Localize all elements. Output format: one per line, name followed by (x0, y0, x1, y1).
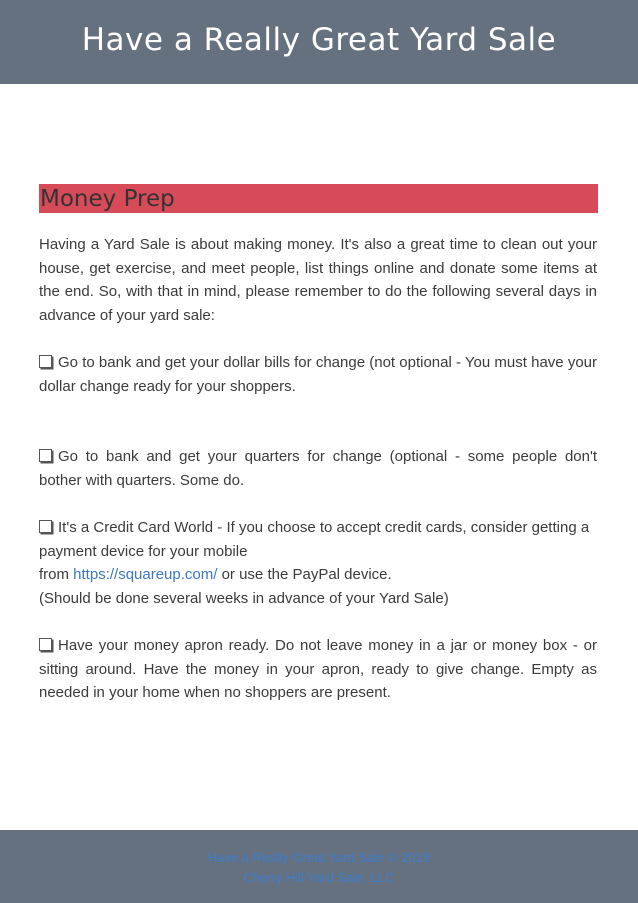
footer-company: Cherry Hill Yard Sale, LLC (243, 870, 395, 885)
page-title: Have a Really Great Yard Sale (81, 22, 557, 58)
page-header (0, 0, 638, 84)
intro-paragraph: Having a Yard Sale is about making money. It's also a great time to clean out your house, get exercise, and meet people, list things online and donate some items at the end. So, with that in mind, please remember to do the following several days in advance of your yard sale: (39, 236, 597, 324)
main-content (39, 233, 597, 705)
from-suffix: or use the PayPal device. (217, 566, 392, 583)
checklist-item (39, 516, 597, 610)
from-prefix: from (39, 566, 74, 583)
checklist-item-text: Go to bank and get your dollar bills for change (not optional - You must have your dollar change ready for your shoppers. (39, 354, 597, 395)
page-footer (0, 830, 638, 903)
section-title: Money Prep (40, 186, 175, 212)
squareup-link[interactable]: https://squareup.com/ (73, 566, 218, 583)
checklist-item (39, 445, 597, 492)
checklist-item (39, 634, 597, 705)
checkbox-icon (39, 638, 52, 651)
timing-note: (Should be done several weeks in advance of your Yard Sale) (39, 589, 449, 607)
checklist-item (39, 351, 597, 398)
checklist-item-text: Go to bank and get your quarters for change (optional - some people don't bother with quarters. Some do. (39, 448, 597, 489)
checkbox-icon (39, 520, 52, 533)
checklist-item-text: Have your money apron ready. Do not leave money in a jar or money box - or sitting around. Have the money in your apron, ready to give change. Empty as needed in your home when no shoppers are present. (39, 637, 597, 701)
footer-copyright: Have a Really Great Yard Sale © 2018 (207, 850, 431, 865)
checkbox-icon (39, 355, 52, 368)
checklist-item-text: It's a Credit Card World - If you choose to accept credit cards, consider getting a payment device for your mobile (39, 519, 590, 560)
checkbox-icon (39, 449, 52, 462)
